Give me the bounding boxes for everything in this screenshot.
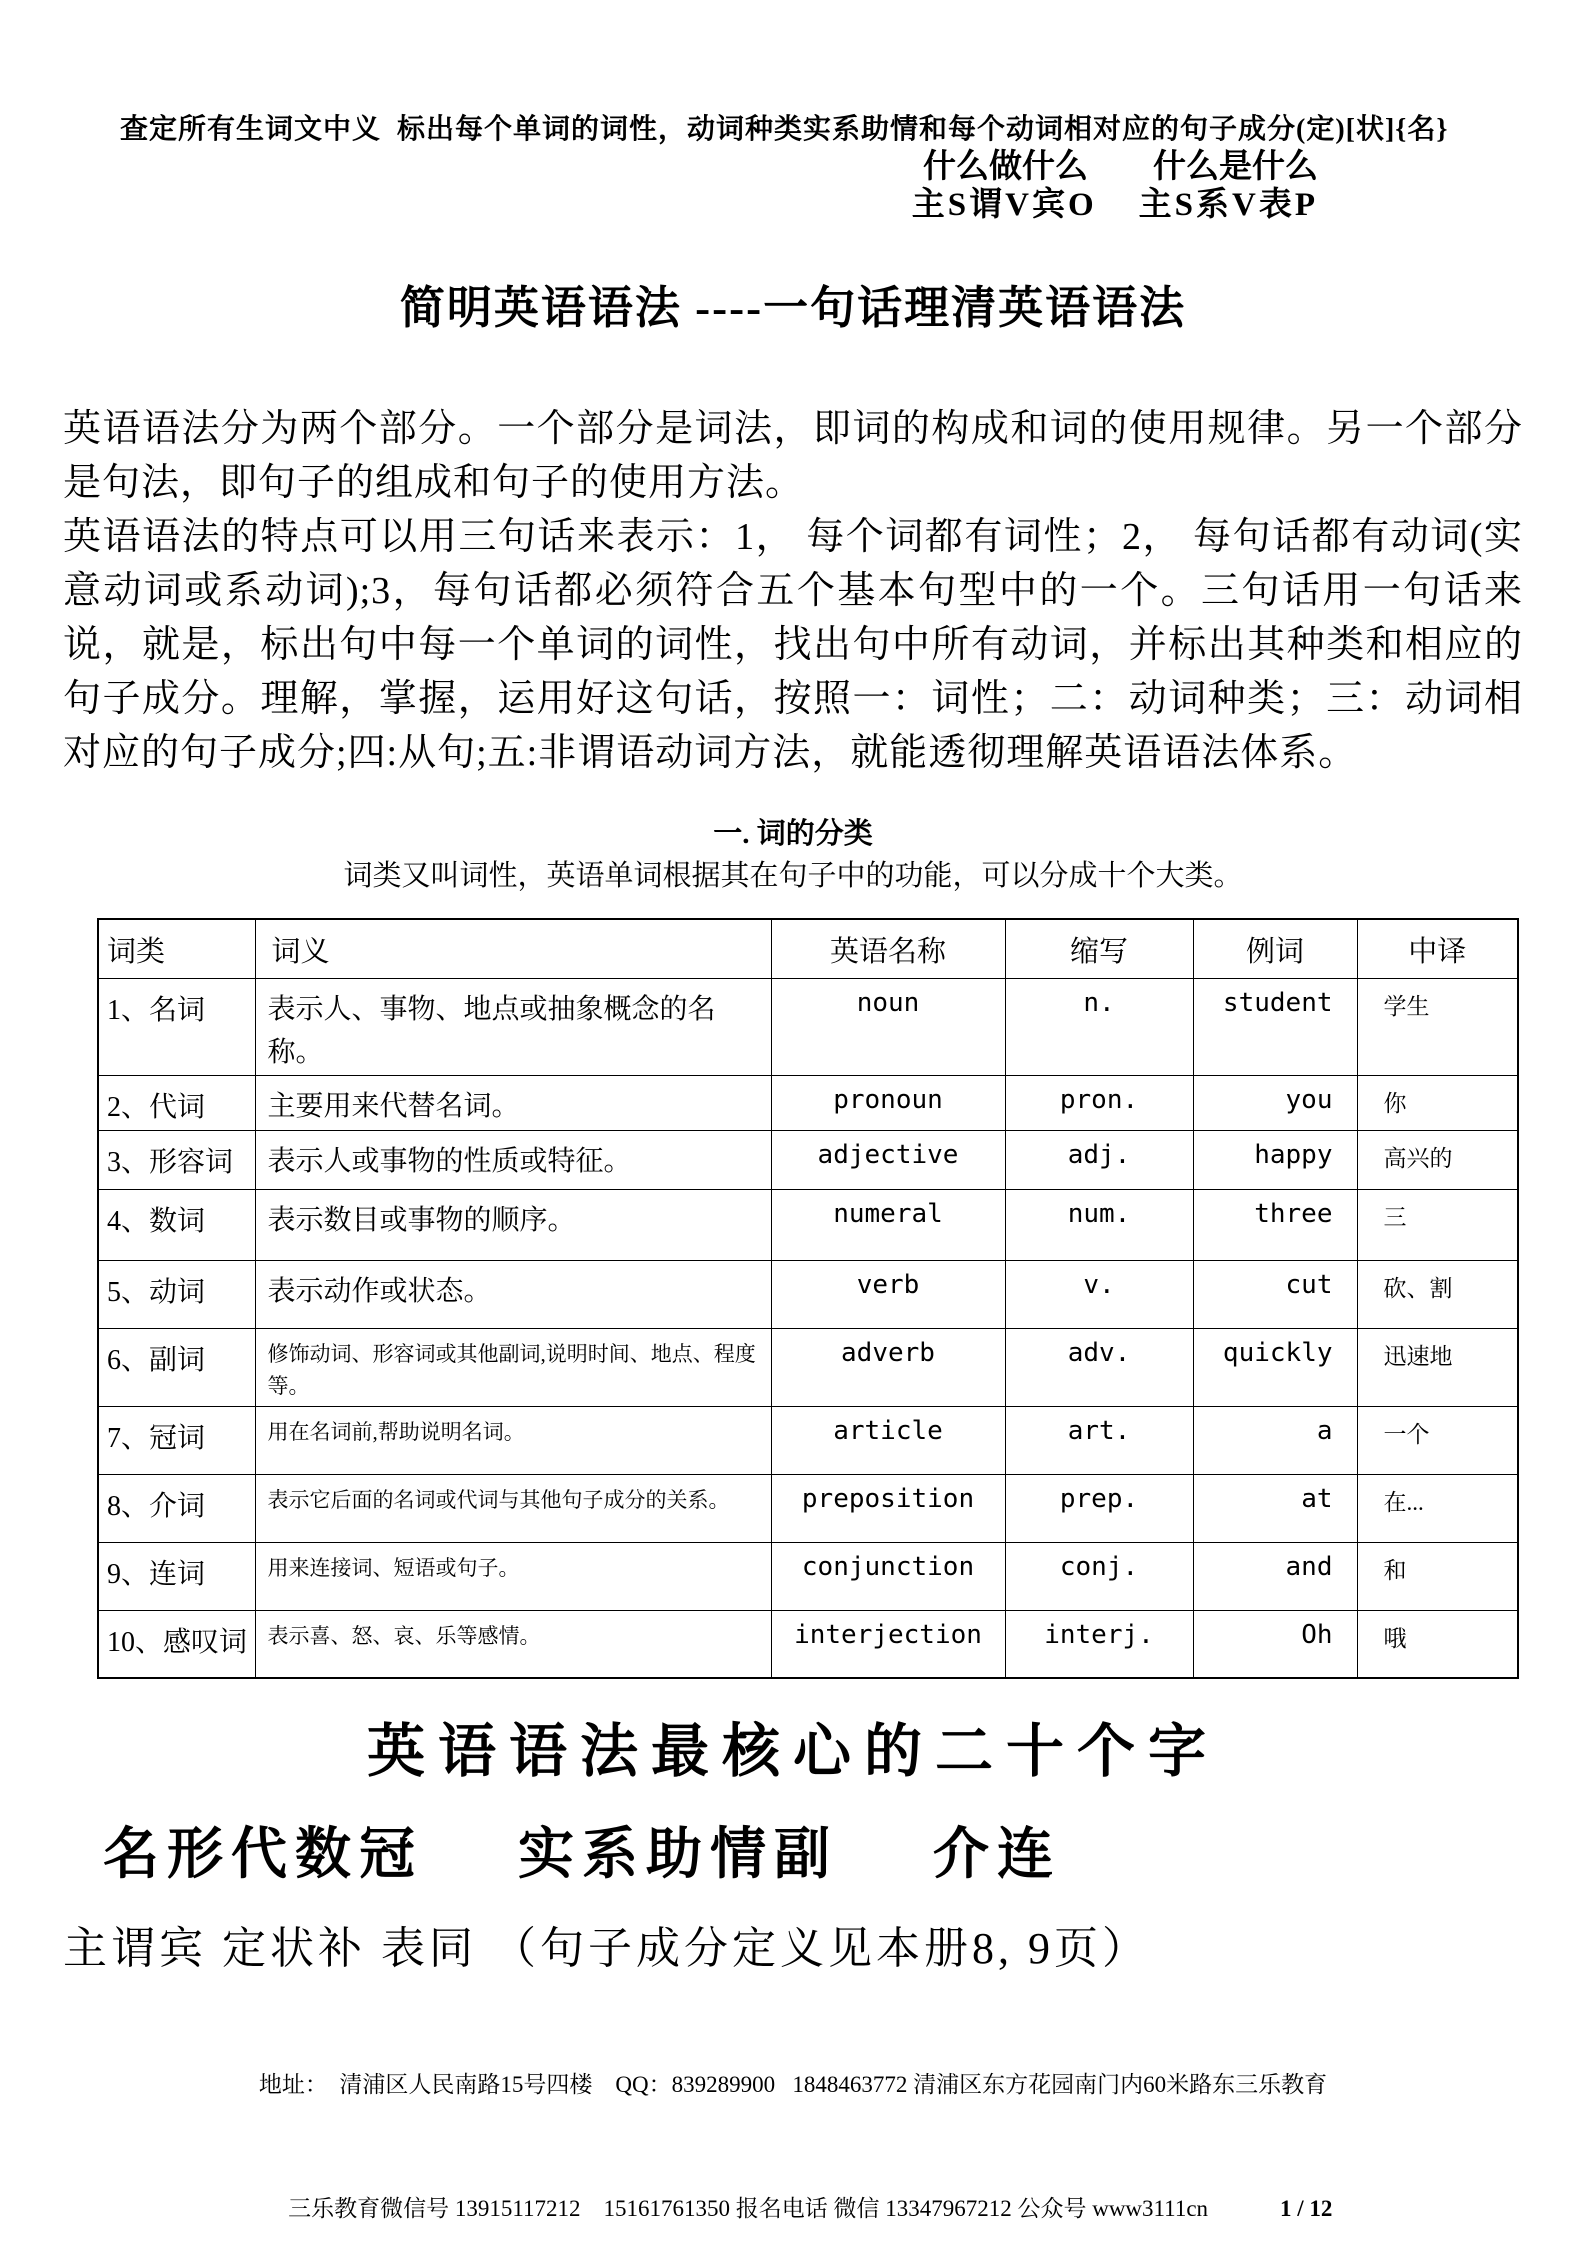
cell-example: a xyxy=(1193,1406,1357,1474)
cell-cn: 你 xyxy=(1357,1076,1518,1130)
intro-paragraph-2: 英语语法的特点可以用三句话来表示：1， 每个词都有词性；2， 每句话都有动词(实意动词或系动词);3，每句话都必须符合五个基本句型中的一个。三句话用一句话来说，就是，标出句中每一个单词的词性，找出句中所有动词，并标出其种类和相应的句子成分。理解，掌握，运用好这句话，按照一：词性；二：动词种类；三：动词相对应的句子成分;四:从句;五:非谓语动词方法，就能透彻理解英语语法体系。 xyxy=(63,516,1523,774)
cell-cn: 砍、割 xyxy=(1357,1260,1518,1328)
cell-cn: 迅速地 xyxy=(1357,1328,1518,1406)
table-header-row xyxy=(98,919,1518,978)
cell-meaning: 表示人、事物、地点或抽象概念的名称。 xyxy=(255,978,771,1076)
cell-example: quickly xyxy=(1193,1328,1357,1406)
cell-cn: 三 xyxy=(1357,1189,1518,1260)
cell-meaning: 表示喜、怒、哀、乐等感情。 xyxy=(255,1610,771,1678)
table-row xyxy=(98,1610,1518,1678)
cell-cn: 学生 xyxy=(1357,978,1518,1076)
cell-example: happy xyxy=(1193,1130,1357,1189)
core-group-1: 名形代数冠 xyxy=(103,1824,423,1887)
cell-meaning: 表示人或事物的性质或特征。 xyxy=(255,1130,771,1189)
cell-cls: 2、代词 xyxy=(98,1076,255,1130)
cell-en: verb xyxy=(771,1260,1005,1328)
cell-cls: 4、数词 xyxy=(98,1189,255,1260)
footer-contact-text: 三乐教育微信号 13915117212 15161761350 报名电话 微信 13347967212 公众号 www3111cn xyxy=(288,2196,1209,2222)
col-header-abbreviation: 缩写 xyxy=(1005,919,1193,978)
cell-en: numeral xyxy=(771,1189,1005,1260)
annotation-svp: 主S系V表P xyxy=(1138,187,1318,223)
page-number: 1 / 12 xyxy=(1280,2196,1333,2222)
table-row xyxy=(98,1474,1518,1542)
cell-example: at xyxy=(1193,1474,1357,1542)
cell-example: you xyxy=(1193,1076,1357,1130)
annotation-line3 xyxy=(63,186,1523,224)
col-header-meaning: 词义 xyxy=(255,919,771,978)
cell-en: conjunction xyxy=(771,1542,1005,1610)
cell-meaning: 表示动作或状态。 xyxy=(255,1260,771,1328)
cell-cn: 一个 xyxy=(1357,1406,1518,1474)
cell-meaning: 修饰动词、形容词或其他副词,说明时间、地点、程度等。 xyxy=(255,1328,771,1406)
cell-cls: 7、冠词 xyxy=(98,1406,255,1474)
col-header-example: 例词 xyxy=(1193,919,1357,978)
cell-abbr: n. xyxy=(1005,978,1193,1076)
table-row xyxy=(98,1130,1518,1189)
annotation-line1: 查定所有生词文中义 标出每个单词的词性，动词种类实系助情和每个动词相对应的句子成分(定)[状]{名} xyxy=(120,114,1449,145)
intro-paragraph-1: 英语语法分为两个部分。一个部分是词法，即词的构成和词的使用规律。另一个部分是句法，即句子的组成和句子的使用方法。 xyxy=(63,408,1523,504)
cell-cn: 哦 xyxy=(1357,1610,1518,1678)
pos-table-body xyxy=(98,978,1518,1678)
cell-meaning: 表示数目或事物的顺序。 xyxy=(255,1189,771,1260)
core-heading: 英语语法最核心的二十个字 xyxy=(366,1719,1219,1785)
section-heading: 一. 词的分类 xyxy=(713,818,873,850)
intro-section xyxy=(63,402,1523,780)
cell-abbr: num. xyxy=(1005,1189,1193,1260)
core-twenty-words xyxy=(63,1823,1523,1887)
col-header-word-class: 词类 xyxy=(98,919,255,978)
annotation-what-is: 什么是什么 xyxy=(1153,149,1318,185)
cell-abbr: art. xyxy=(1005,1406,1193,1474)
footer-contact-line xyxy=(63,2162,1523,2245)
cell-meaning: 用在名词前,帮助说明名词。 xyxy=(255,1406,771,1474)
table-row xyxy=(98,978,1518,1076)
core-group-3: 介连 xyxy=(933,1824,1061,1887)
cell-en: preposition xyxy=(771,1474,1005,1542)
page-footer xyxy=(63,2007,1523,2245)
cell-abbr: pron. xyxy=(1005,1076,1193,1130)
annotation-what-does: 什么做什么 xyxy=(923,149,1088,185)
page-title: 简明英语语法 ----一句话理清英语语法 xyxy=(399,283,1187,333)
table-row xyxy=(98,1406,1518,1474)
cell-cls: 8、介词 xyxy=(98,1474,255,1542)
table-row xyxy=(98,1260,1518,1328)
parts-of-speech-table xyxy=(97,918,1519,1679)
cell-abbr: adj. xyxy=(1005,1130,1193,1189)
cell-cls: 1、名词 xyxy=(98,978,255,1076)
cell-cn: 和 xyxy=(1357,1542,1518,1610)
cell-example: Oh xyxy=(1193,1610,1357,1678)
annotation-header xyxy=(63,112,1523,224)
cell-meaning: 表示它后面的名词或代词与其他句子成分的关系。 xyxy=(255,1474,771,1542)
cell-example: cut xyxy=(1193,1260,1357,1328)
cell-en: adjective xyxy=(771,1130,1005,1189)
cell-abbr: v. xyxy=(1005,1260,1193,1328)
cell-abbr: conj. xyxy=(1005,1542,1193,1610)
annotation-svo: 主S谓V宾O xyxy=(911,187,1097,223)
cell-cls: 5、动词 xyxy=(98,1260,255,1328)
cell-cls: 10、感叹词 xyxy=(98,1610,255,1678)
cell-en: pronoun xyxy=(771,1076,1005,1130)
cell-meaning: 主要用来代替名词。 xyxy=(255,1076,771,1130)
cell-en: noun xyxy=(771,978,1005,1076)
cell-en: interjection xyxy=(771,1610,1005,1678)
cell-cls: 3、形容词 xyxy=(98,1130,255,1189)
footer-address-line: 地址： 清浦区人民南路15号四楼 QQ：839289900 1848463772 清浦区东方花园南门内60米路东三乐教育 xyxy=(258,2072,1328,2098)
sentence-elements-line: 主谓宾 定状补 表同 （句子成分定义见本册8, 9页） xyxy=(63,1924,1150,1974)
cell-cls: 9、连词 xyxy=(98,1542,255,1610)
cell-abbr: prep. xyxy=(1005,1474,1193,1542)
table-row xyxy=(98,1328,1518,1406)
cell-cn: 高兴的 xyxy=(1357,1130,1518,1189)
core-group-2: 实系助情副 xyxy=(518,1824,838,1887)
cell-abbr: adv. xyxy=(1005,1328,1193,1406)
col-header-translation: 中译 xyxy=(1357,919,1518,978)
col-header-english-name: 英语名称 xyxy=(771,919,1005,978)
table-row xyxy=(98,1189,1518,1260)
section-subheading: 词类又叫词性，英语单词根据其在句子中的功能，可以分成十个大类。 xyxy=(343,860,1243,892)
cell-cn: 在... xyxy=(1357,1474,1518,1542)
cell-cls: 6、副词 xyxy=(98,1328,255,1406)
cell-abbr: interj. xyxy=(1005,1610,1193,1678)
table-row xyxy=(98,1542,1518,1610)
cell-en: article xyxy=(771,1406,1005,1474)
cell-en: adverb xyxy=(771,1328,1005,1406)
cell-meaning: 用来连接词、短语或句子。 xyxy=(255,1542,771,1610)
table-row xyxy=(98,1076,1518,1130)
cell-example: three xyxy=(1193,1189,1357,1260)
cell-example: and xyxy=(1193,1542,1357,1610)
annotation-line2 xyxy=(63,148,1523,186)
cell-example: student xyxy=(1193,978,1357,1076)
